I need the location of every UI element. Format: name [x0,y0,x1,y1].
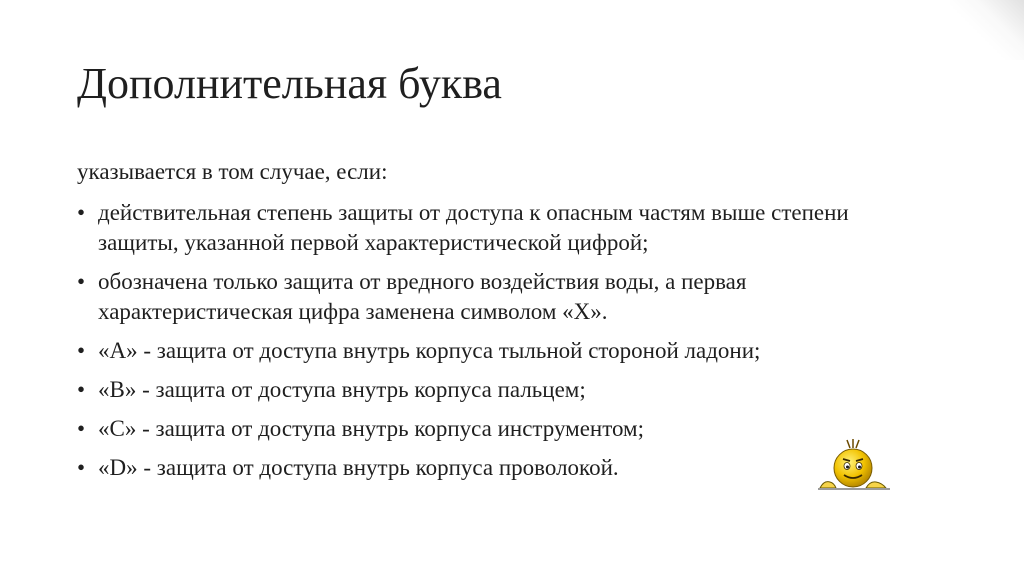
bullet-text: «В» - защита от доступа внутрь корпуса пальцем; [98,377,586,402]
bullet-item [77,414,927,444]
smiley-ledge [818,488,890,490]
bullet-marker: • [77,269,86,294]
bullet-item [77,267,927,327]
bullet-text: действительная степень защиты от доступа к опасным частям выше степени защиты, указанной первой характеристической цифрой; [98,200,849,255]
bullet-marker: • [77,416,86,441]
bullet-marker: • [77,200,86,225]
bullet-item [77,375,927,405]
bullet-item [77,453,927,483]
bullet-list [77,198,927,492]
bullet-marker: • [77,377,86,402]
slide-intro-text: указывается в том случае, если: [77,159,388,184]
page-curl-shadow [950,0,1024,60]
bullet-text: обозначена только защита от вредного воздействия воды, а первая характеристическая цифра заменена символом «X». [98,269,747,324]
bullet-marker: • [77,455,86,480]
smiley-face-icon [816,436,892,494]
bullet-marker: • [77,338,86,363]
bullet-text: «С» - защита от доступа внутрь корпуса инструментом; [98,416,644,441]
bullet-item [77,336,927,366]
slide-title: Дополнительная буква [77,59,502,108]
bullet-text: «D» - защита от доступа внутрь корпуса проволокой. [98,455,619,480]
bullet-text: «А» - защита от доступа внутрь корпуса тыльной стороной ладони; [98,338,761,363]
bullet-item [77,198,927,258]
